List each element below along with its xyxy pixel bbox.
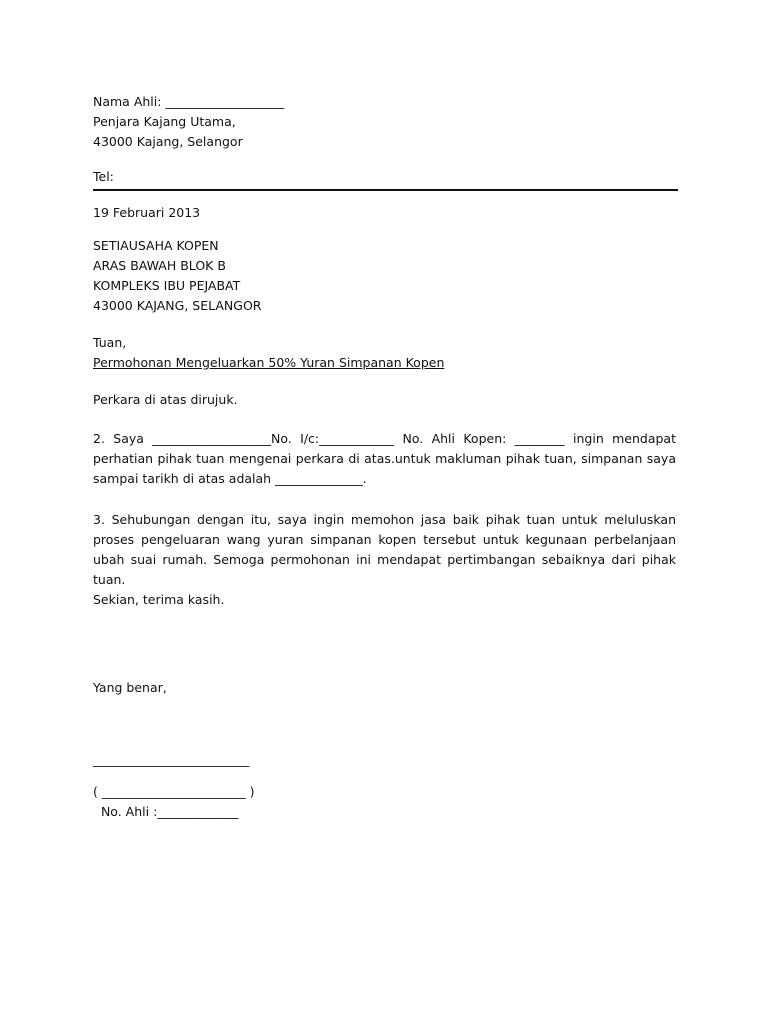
paragraph-2: 2. Saya ___________________No. I/c:____________ No. Ahli Kopen: ________ ingin mendapat perhatian pihak tuan mengenai perkara di atas.untuk makluman pihak tuan, simpanan saya sampai tarikh di atas adalah ______________. — [93, 431, 676, 486]
header-divider — [93, 189, 678, 191]
recipient-line-4: 43000 KAJANG, SELANGOR — [93, 298, 262, 313]
sender-name-line: Nama Ahli: ___________________ — [93, 94, 285, 109]
letter-date: 19 Februari 2013 — [93, 205, 201, 220]
paragraph-3: 3. Sehubungan dengan itu, saya ingin memohon jasa baik pihak tuan untuk meluluskan proses pengeluaran wang yuran simpanan kopen tersebut untuk kegunaan perbelanjaan ubah suai rumah. Semoga permohonan ini mendapat pertimbangan sebaiknya dari pihak tuan. — [93, 512, 676, 587]
sender-address-line-1: Penjara Kajang Utama, — [93, 114, 236, 129]
reference-line: Perkara di atas dirujuk. — [93, 392, 238, 407]
signoff: Yang benar, — [93, 680, 167, 695]
recipient-line-3: KOMPLEKS IBU PEJABAT — [93, 278, 241, 293]
closing-line: Sekian, terima kasih. — [93, 592, 225, 607]
subject-line: Permohonan Mengeluarkan 50% Yuran Simpanan Kopen — [93, 355, 445, 370]
sender-tel: Tel: — [93, 169, 114, 184]
signature-line: _________________________ — [93, 752, 250, 767]
sender-address-line-2: 43000 Kajang, Selangor — [93, 134, 243, 149]
signature-member-no: No. Ahli :_____________ — [93, 804, 239, 819]
recipient-line-1: SETIAUSAHA KOPEN — [93, 238, 219, 253]
signature-name-bracket: ( _______________________ ) — [93, 784, 255, 799]
recipient-line-2: ARAS BAWAH BLOK B — [93, 258, 226, 273]
salutation: Tuan, — [93, 335, 127, 350]
